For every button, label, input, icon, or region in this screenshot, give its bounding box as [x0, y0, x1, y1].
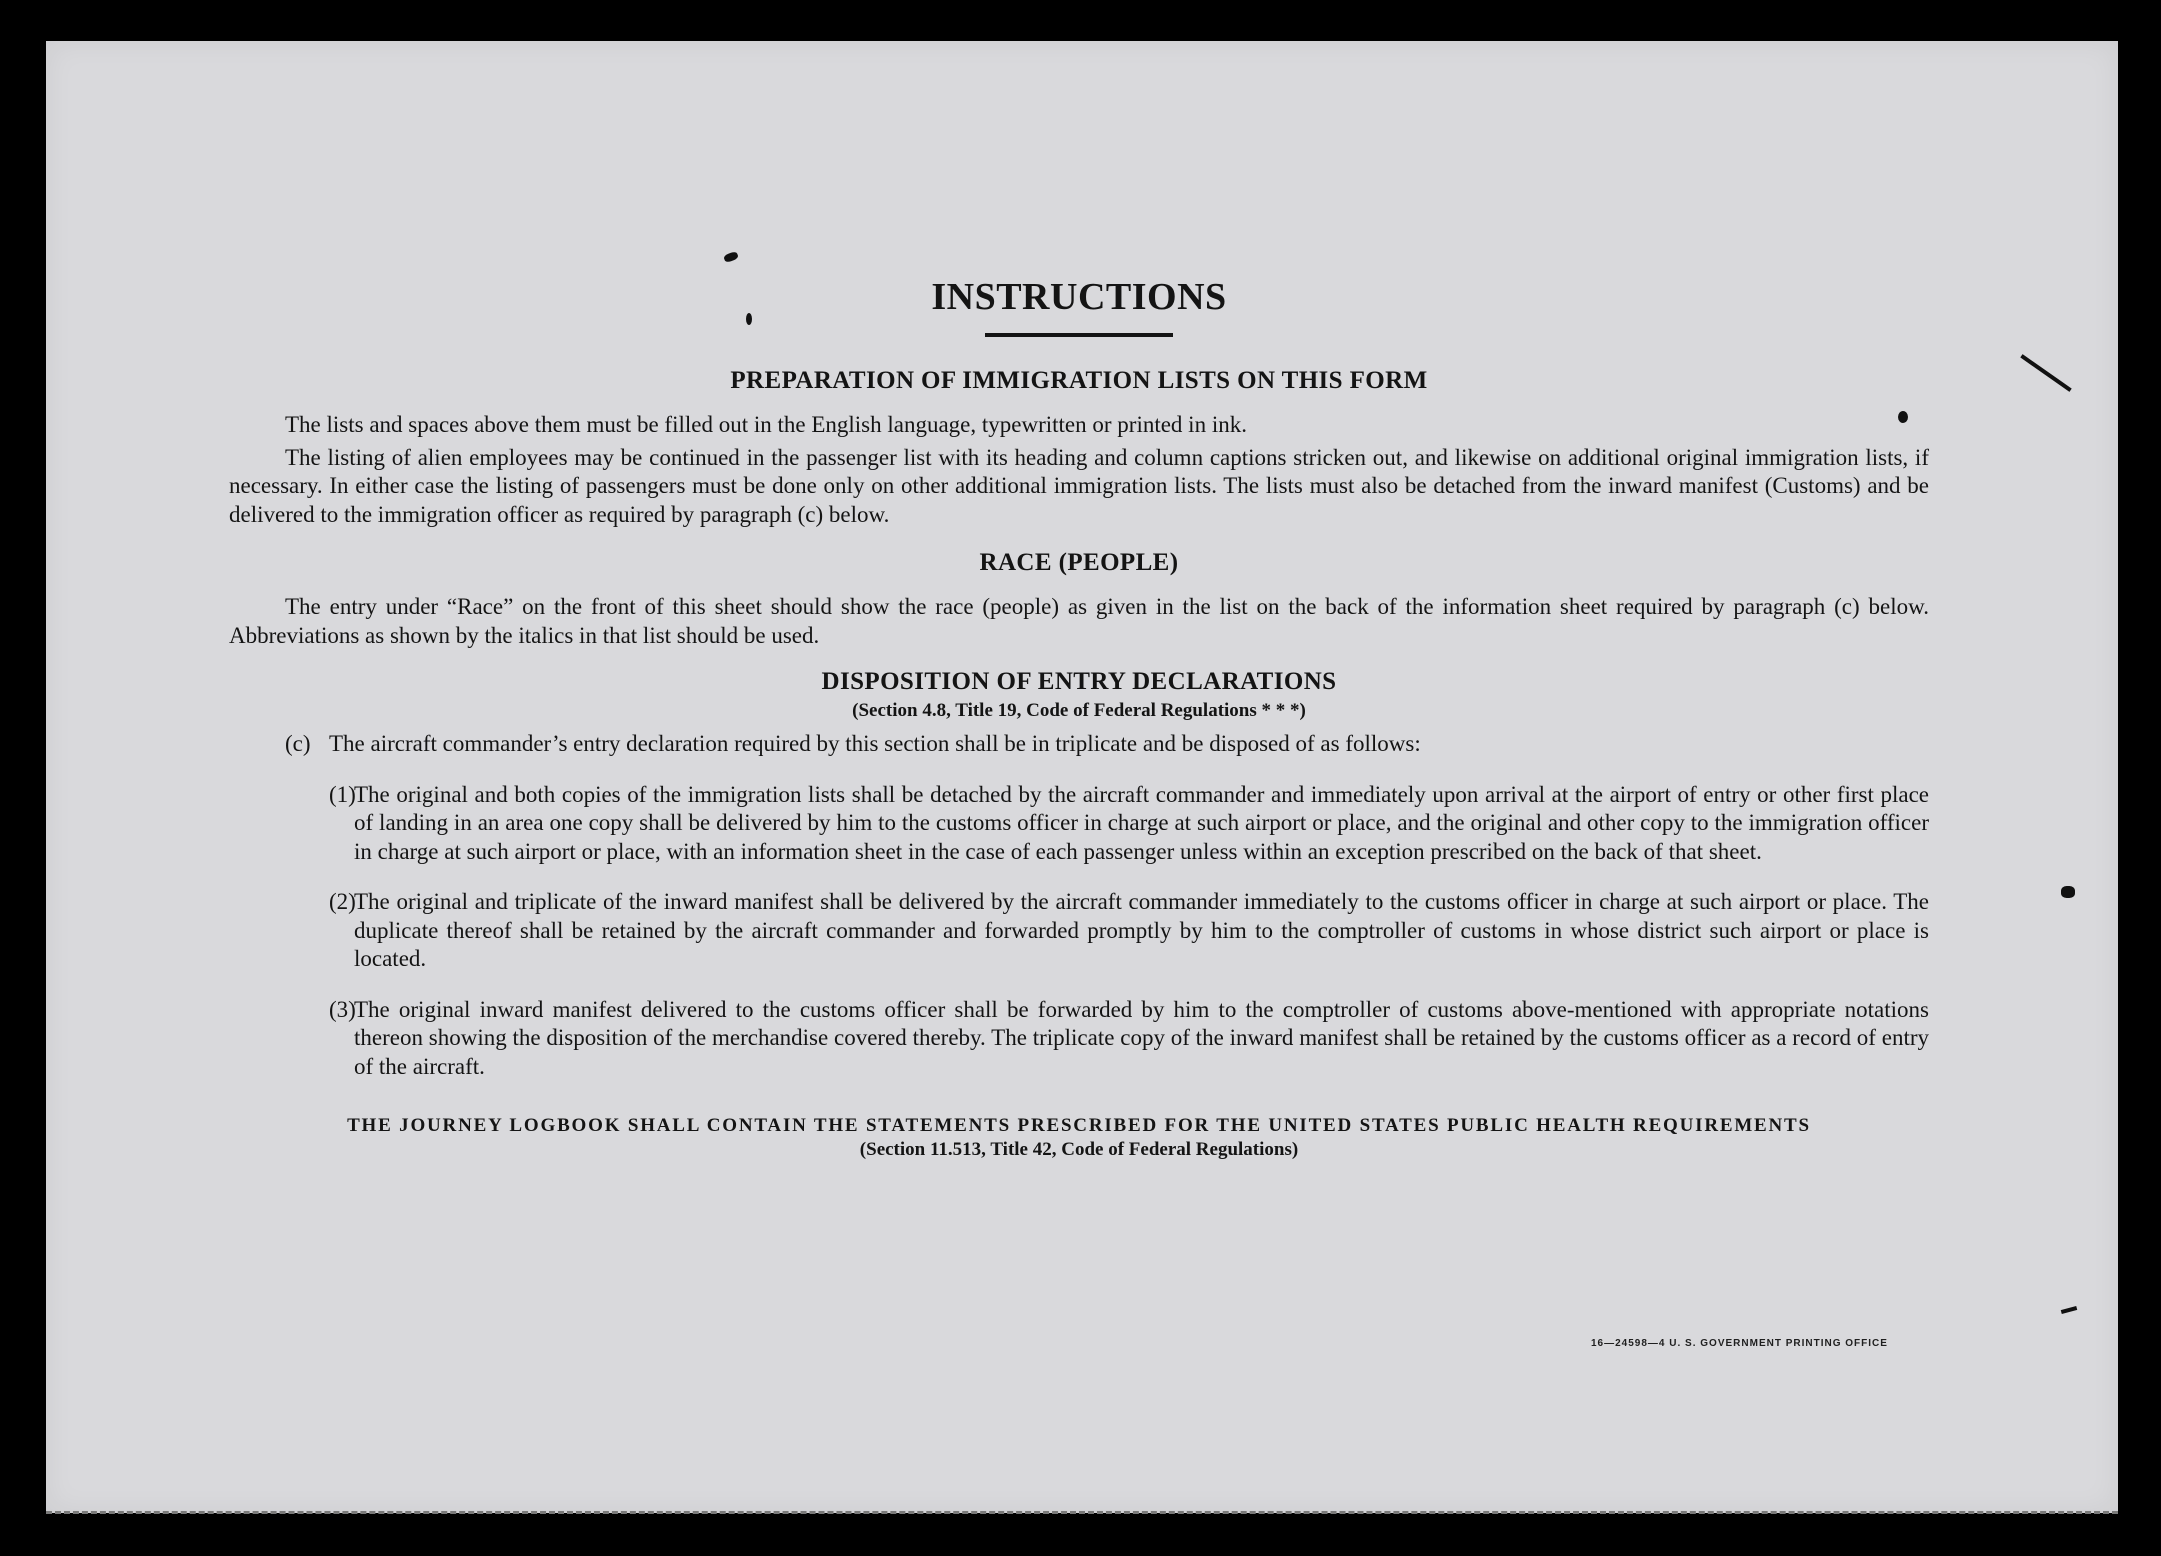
list-item-text: The original inward manifest delivered to the customs officer shall be forwarded by him to the comptroller of customs above-mentioned with appropriate notations thereon showing the disposition of the merchandise covered thereby. The triplicate copy of the inward manifest shall be retained by the customs officer as a record of entry of the aircraft.: [354, 996, 1929, 1079]
footer-citation: (Section 11.513, Title 42, Code of Federal Regulations): [859, 1139, 1299, 1160]
printing-office-code: 16—24598—4 U. S. GOVERNMENT PRINTING OFFICE: [1591, 1338, 1888, 1349]
title-underline: [985, 333, 1173, 337]
list-item-number: (3): [329, 996, 356, 1022]
list-item: [329, 781, 1929, 867]
scan-speck: [723, 251, 739, 263]
perforated-edge: [46, 1507, 2118, 1514]
paragraph-c-label: (c): [285, 731, 311, 756]
list-item: [329, 888, 1929, 974]
list-item-text: The original and triplicate of the inward manifest shall be delivered by the aircraft commander immediately to the customs officer in charge at such airport or place. The duplicate thereof shall be retained by the aircraft commander and forwarded promptly by him to the comptroller of customs in whose district such airport or place is located.: [354, 889, 1929, 971]
scan-speck: [2061, 886, 2075, 898]
disposition-citation: (Section 4.8, Title 19, Code of Federal Regulations * * *): [852, 700, 1306, 721]
list-item-text: The original and both copies of the immigration lists shall be detached by the aircraft commander and immediately upon arrival at the airport of entry or other first place of landing in an area one copy shall be delivered by him to the customs officer in charge at such airport or place, and the original and other copy to the immigration officer in charge at such airport or place, with an information sheet in the case of each passenger unless within an exception prescribed on the back of that sheet.: [354, 781, 1929, 864]
page-title: INSTRUCTIONS: [931, 276, 1227, 318]
document-sheet: [46, 41, 2118, 1513]
section-heading-race: RACE (PEOPLE): [979, 549, 1179, 576]
list-item-number: (1): [329, 781, 356, 807]
paragraph-c: [229, 730, 1929, 759]
list-item-number: (2): [329, 889, 356, 914]
preparation-paragraph-1: The lists and spaces above them must be filled out in the English language, typewritten or printed in ink.: [285, 412, 1247, 437]
list-item: [329, 996, 1929, 1082]
section-heading-disposition: DISPOSITION OF ENTRY DECLARATIONS: [821, 668, 1337, 695]
section-heading-preparation: PREPARATION OF IMMIGRATION LISTS ON THIS FORM: [730, 367, 1428, 394]
instructions-content: [229, 273, 1929, 1161]
scan-speck: [2020, 354, 2071, 392]
scan-speck: [2061, 1306, 2077, 1314]
footer-statement: THE JOURNEY LOGBOOK SHALL CONTAIN THE STATEMENTS PRESCRIBED FOR THE UNITED STATES PUBLIC HEALTH REQUIREMENTS: [347, 1115, 1811, 1136]
paragraph-c-text: The aircraft commander’s entry declaration required by this section shall be in triplicate and be disposed of as follows:: [329, 731, 1421, 756]
preparation-paragraph-2: The listing of alien employees may be continued in the passenger list with its heading and column captions stricken out, and likewise on additional original immigration lists, if necessary. In either case the listing of passengers must be done only on other additional immigration lists. The lists must also be detached from the inward manifest (Customs) and be delivered to the immigration officer as required by paragraph (c) below.: [229, 444, 1929, 527]
scan-speck: [746, 313, 752, 325]
race-paragraph: The entry under “Race” on the front of this sheet should show the race (people) as given in the list on the back of the information sheet required by paragraph (c) below. Abbreviations as shown by the italics in that list should be used.: [229, 594, 1929, 648]
scan-speck: [1898, 411, 1908, 423]
